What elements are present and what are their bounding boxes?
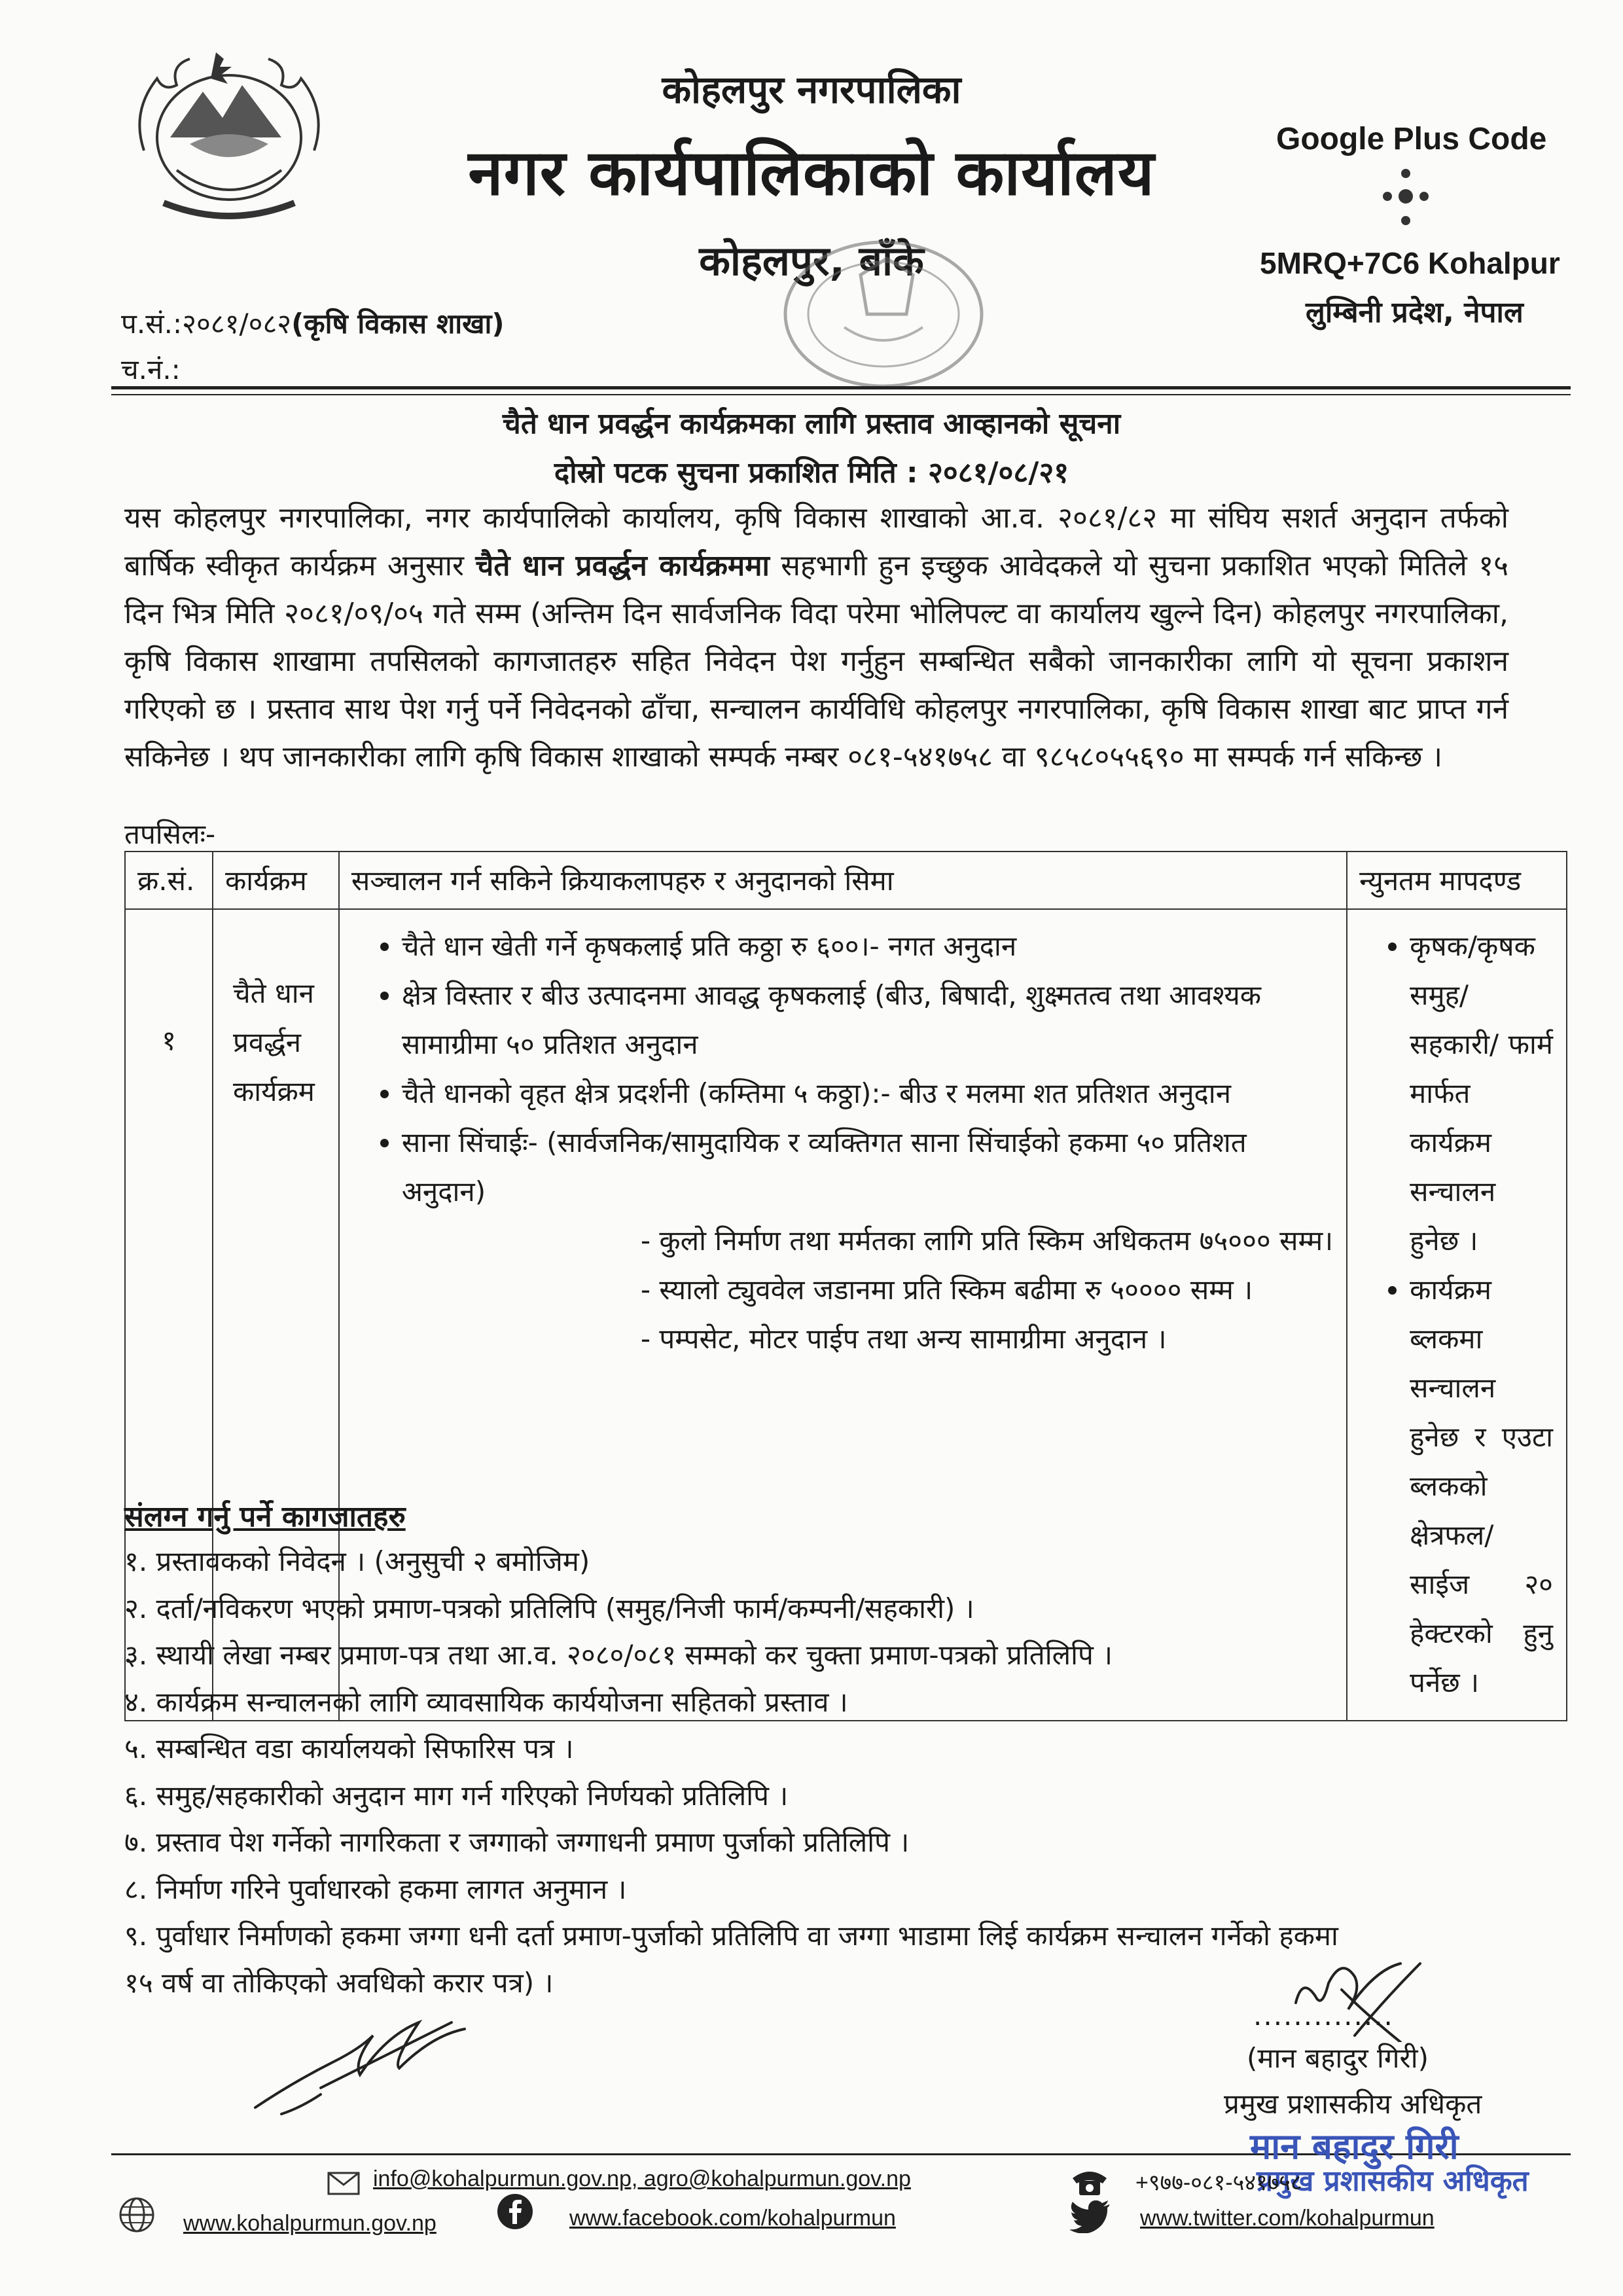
- office-name: नगर कार्यपालिकाको कार्यालय: [468, 136, 1155, 209]
- phone-icon: [1070, 2166, 1109, 2198]
- twitter-icon: [1070, 2200, 1111, 2233]
- activity-item: • क्षेत्र विस्तार र बीउ उत्पादनमा आवद्ध कृषकलाई (बीउ, बिषादी, शुक्ष्मतत्व तथा आवश्यक सामाग्रीमा ५० प्रतिशत अनुदान: [402, 971, 1333, 1069]
- row-serial: १: [125, 909, 213, 1721]
- activity-item: • चैते धान खेती गर्ने कृषकलाई प्रति कठ्ठा रु ६००।- नगत अनुदान: [402, 922, 1333, 971]
- mail-icon: [327, 2172, 360, 2195]
- sub-item: - पम्पसेट, मोटर पाईप तथा अन्य सामाग्रीमा अनुदान ।: [640, 1323, 1167, 1355]
- plus-code-icon: [1380, 167, 1432, 239]
- list-item: ५. सम्बन्धित वडा कार्यालयको सिफारिस पत्र ।: [124, 1732, 574, 1765]
- header-criteria: न्युनतम मापदण्ड: [1347, 852, 1567, 909]
- sub-item: - स्यालो ट्युववेल जडानमा प्रति स्किम बढीमा रु ५०००० सम्म ।: [640, 1274, 1253, 1306]
- contact-phone: +९७७-०८१-५४१७५८: [1135, 2170, 1302, 2195]
- list-item-continuation: १५ वर्ष वा तोकिएको अवधिको करार पत्र) ।: [124, 1966, 554, 1999]
- header-divider: [111, 386, 1571, 389]
- signer-title: प्रमुख प्रशासकीय अधिकृत: [1224, 2088, 1482, 2120]
- google-plus-code-title: Google Plus Code: [1276, 122, 1547, 156]
- office-stamp-icon: [746, 229, 1008, 412]
- dispatch-number: च.नं.:: [121, 353, 181, 386]
- notice-date: दोस्रो पटक सुचना प्रकाशित मिति : २०८१/०८/२१: [554, 456, 1069, 490]
- notice-body-part2: सहभागी हुन इच्छुक आवेदकले यो सुचना प्रकाशित भएको मितिले १५ दिन भित्र मिति २०८१/०९/०५ गते सम्म (अन्तिम दिन सार्वजनिक विदा परेमा भोलिपल्ट वा कार्यालय खुल्ने दिन) कोहलपुर नगरपालिका, कृषि विकास शाखामा तपसिलको कागजातहरु सहित निवेदन पेश गर्नुहुन सम्बन्धित सबैको जानकारीका लागि यो सूचना प्रकाशन गरिएको छ । प्रस्ताव साथ पेश गर्नु पर्ने निवेदनको ढाँचा, सन्चालन कार्यविधि कोहलपुर नगरपालिका, कृषि विकास शाखा बाट प्राप्त गर्न सकिनेछ । थप जानकारीका लागि कृषि विकास शाखाको सम्पर्क नम्बर ०८१-५४१७५८ वा ९८५८०५५६९० मा सम्पर्क गर्न सकिन्छ ।: [124, 549, 1508, 774]
- contact-emails[interactable]: info@kohalpurmun.gov.np, agro@kohalpurmun.gov.np: [373, 2166, 911, 2191]
- header-activities: सञ्चालन गर्न सकिने क्रियाकलापहरु र अनुदानको सिमा: [339, 852, 1347, 909]
- organization-name: कोहलपुर नगरपालिका: [662, 67, 961, 112]
- irrigation-sub-items: [353, 1216, 1333, 1363]
- notice-body: [124, 494, 1508, 781]
- blue-stamp-name: मान बहादुर गिरी: [1250, 2126, 1459, 2167]
- row-program: चैते धान प्रवर्द्धन कार्यक्रम: [213, 909, 339, 1721]
- reference-branch: (कृषि विकास शाखा): [291, 308, 505, 340]
- blue-stamp-title: प्रमुख प्रशासकीय अधिकृत: [1257, 2164, 1529, 2198]
- signer-name: (मान बहादुर गिरी): [1247, 2042, 1429, 2074]
- criteria-item: • कार्यक्रम ब्लकमा सन्चालन हुनेछ र एउटा ब्लकको क्षेत्रफल/साईज २० हेक्टरको हुनु पर्नेछ ।: [1410, 1265, 1553, 1707]
- header-program: कार्यक्रम: [213, 852, 339, 909]
- list-item: २. दर्ता/नविकरण भएको प्रमाण-पत्रको प्रतिलिपि (समुह/निजी फार्म/कम्पनी/सहकारी) ।: [124, 1592, 974, 1624]
- notice-body-part1: यस कोहलपुर नगरपालिका, नगर कार्यपालिको कार्यालय, कृषि विकास शाखाको आ.व. २०८१/८२ मा संघिय सशर्त अनुदान तर्फको बार्षिक स्वीकृत कार्यक्रम अनुसार: [124, 501, 1508, 583]
- list-item: ४. कार्यक्रम सन्चालनको लागि व्यावसायिक कार्ययोजना सहितको प्रस्ताव ।: [124, 1685, 848, 1718]
- attachments-list: [124, 1538, 1531, 2006]
- activity-item: • साना सिंचाईः- (सार्वजनिक/सामुदायिक र व्यक्तिगत साना सिंचाईको हकमा ५० प्रतिशत अनुदान): [402, 1118, 1333, 1216]
- globe-icon: [118, 2196, 156, 2234]
- sub-item: - कुलो निर्माण तथा मर्मतका लागि प्रति स्किम अधिकतम ७५००० सम्म।: [640, 1225, 1334, 1257]
- activity-list: [353, 922, 1333, 1216]
- province-name: लुम्बिनी प्रदेश, नेपाल: [1306, 296, 1524, 329]
- handwritten-signature-icon: [242, 1990, 517, 2121]
- reference-number-value: प.सं.:२०८१/०८२: [121, 308, 292, 340]
- attachments-title: संलग्न गर्नु पर्ने कागजातहरु: [124, 1500, 406, 1534]
- table-header-row: [125, 852, 1567, 909]
- office-location: कोहलपुर, बाँके: [699, 237, 924, 285]
- header-serial: क्र.सं.: [125, 852, 213, 909]
- list-item: ७. प्रस्ताव पेश गर्नेको नागरिकता र जग्गाको जग्गाधनी प्रमाण पुर्जाको प्रतिलिपि ।: [124, 1826, 910, 1858]
- notice-body-program: चैते धान प्रवर्द्धन कार्यक्रममा: [475, 549, 770, 583]
- reference-number: [121, 304, 505, 342]
- signature-line: ..............: [1253, 2000, 1394, 2032]
- criteria-item: • कृषक/कृषक समुह/ सहकारी/ फार्म मार्फत कार्यक्रम सन्चालन हुनेछ ।: [1410, 922, 1553, 1265]
- google-plus-code: 5MRQ+7C6 Kohalpur: [1260, 246, 1560, 280]
- header-divider-thin: [111, 394, 1571, 395]
- list-item: ८. निर्माण गरिने पुर्वाधारको हकमा लागत अनुमान ।: [124, 1873, 627, 1905]
- list-item: ६. समुह/सहकारीको अनुदान माग गर्न गरिएको निर्णयको प्रतिलिपि ।: [124, 1779, 789, 1812]
- facebook-icon: [496, 2193, 534, 2231]
- details-label: तपसिलः-: [124, 818, 216, 850]
- notice-title: चैते धान प्रवर्द्धन कार्यक्रमका लागि प्रस्ताव आव्हानको सूचना: [502, 407, 1121, 440]
- activity-item: • चैते धानको वृहत क्षेत्र प्रदर्शनी (कम्तिमा ५ कठ्ठा):- बीउ र मलमा शत प्रतिशत अनुदान: [402, 1069, 1333, 1118]
- list-item: ३. स्थायी लेखा नम्बर प्रमाण-पत्र तथा आ.व. २०८०/०८१ सम्मको कर चुक्ता प्रमाण-पत्रको प्रतिलिपि ।: [124, 1639, 1113, 1671]
- list-item: १. प्रस्तावकको निवेदन । (अनुसुची २ बमोजिम): [124, 1545, 590, 1577]
- facebook-link[interactable]: www.facebook.com/kohalpurmun: [569, 2206, 896, 2231]
- list-item: ९. पुर्वाधार निर्माणको हकमा जग्गा धनी दर्ता प्रमाण-पुर्जाको प्रतिलिपि वा जग्गा भाडामा लिई कार्यक्रम सन्चालन गर्नेको हकमा: [124, 1920, 1338, 1952]
- twitter-link[interactable]: www.twitter.com/kohalpurmun: [1140, 2206, 1435, 2231]
- website-link[interactable]: www.kohalpurmun.gov.np: [183, 2211, 437, 2236]
